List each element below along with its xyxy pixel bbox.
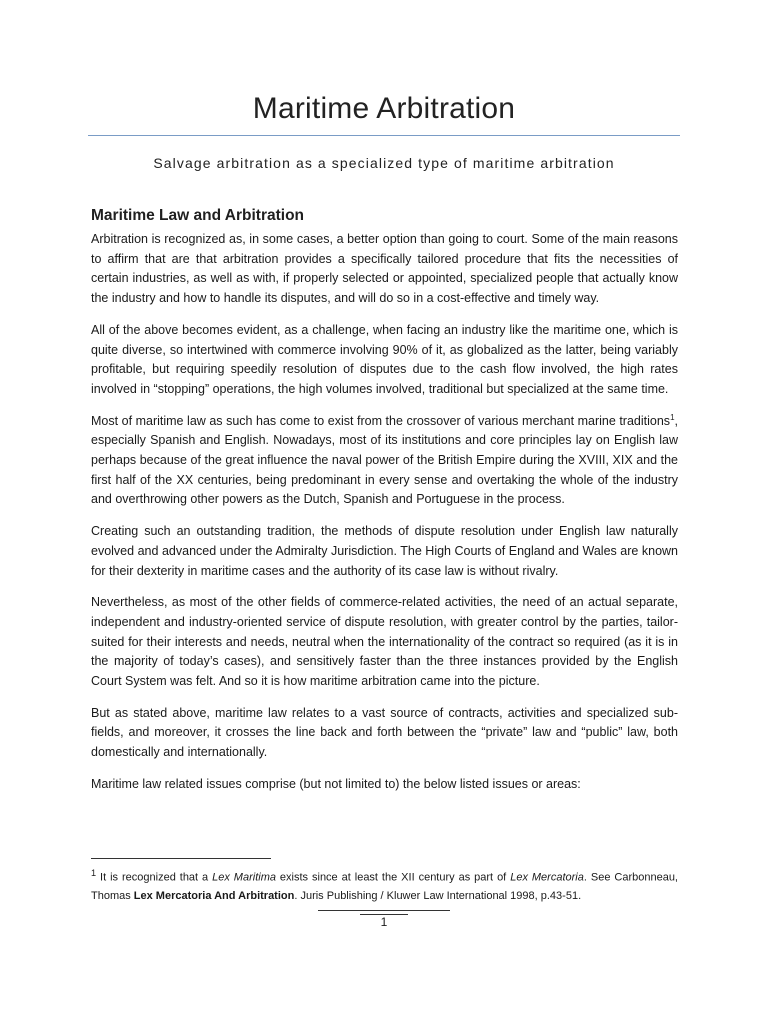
paragraph: Creating such an outstanding tradition, the methods of dispute resolution under English law naturally evolved and advanced under the Admiralty Jurisdiction. The High Courts of England and Wales are known for their dexterity in maritime cases and the authority of its case law is without rivalry. [91, 524, 678, 578]
paragraph: Nevertheless, as most of the other fields of commerce-related activities, the need of an actual separate, independent and industry-oriented service of dispute resolution, with greater control by the parties, tailor-suited for their interests and needs, neutral when the internationality of the contract so required (as it is in the majority of today’s cases), and sensitively faster than the three instances provided by the English Court System was felt. And so it is how maritime arbitration came into the picture. [91, 595, 678, 689]
document-title: Maritime Arbitration [252, 92, 516, 125]
footnote-text: It is recognized that a [96, 871, 213, 884]
document-subtitle: Salvage arbitration as a specialized type of maritime arbitration [153, 155, 615, 171]
paragraph-text: Most of maritime law as such has come to exist from the crossover of various merchant marine traditions [91, 413, 671, 428]
body-text [91, 230, 678, 807]
footnote-text: exists since at least the XII century as part of [275, 871, 511, 884]
paragraph-text: , especially Spanish and English. Nowadays, most of its institutions and core principles lay on English law perhaps because of the great influence the naval power of the British Empire during the XVIII, XIX and the first half of the XX centuries, being predominant in every sense and overtaking the whole of the industry and overthrowing other powers as the Dutch, Spanish and Portuguese in the process. [91, 413, 678, 507]
section-heading: Maritime Law and Arbitration [91, 207, 305, 224]
footnote-text: . Juris Publishing / Kluwer Law International 1998, p.43-51. [294, 889, 582, 902]
title-divider [88, 135, 680, 136]
page-number: 1 [380, 915, 388, 929]
paragraph [91, 412, 678, 511]
footnote-italic: Lex Mercatoria [510, 871, 584, 884]
footnote [91, 864, 678, 905]
paragraph: Maritime law related issues comprise (but not limited to) the below listed issues or areas: [91, 776, 581, 791]
footnote-bold: Lex Mercatoria And Arbitration [133, 889, 295, 902]
footnote-separator [91, 858, 271, 859]
footnote-marker: 1 [91, 868, 97, 878]
paragraph: All of the above becomes evident, as a challenge, when facing an industry like the maritime one, which is quite diverse, so intertwined with commerce involving 90% of it, as globalized as the latter, being variably profitable, but requiring speedily resolution of disputes due to the cash flow involved, the high rates involved in “stopping” operations, the high volumes involved, traditional but specialized at the same time. [91, 322, 678, 396]
paragraph: Arbitration is recognized as, in some cases, a better option than going to court. Some of the main reasons to affirm that are that arbitration provides a specifically tailored procedure that fits the necessities of certain industries, as well as with, if properly selected or appointed, specialized people that actually know the industry and how to handle its disputes, and will do so in a cost-effective and timely way. [91, 232, 678, 306]
footnote-italic: Lex Maritima [212, 871, 276, 884]
page-number-rule [318, 910, 450, 911]
footnote-text: . See Carbonneau, Thomas [91, 871, 678, 902]
footnote-reference[interactable]: 1 [670, 412, 675, 422]
paragraph: But as stated above, maritime law relates to a vast source of contracts, activities and specialized sub-fields, and moreover, it crosses the line back and forth between the “private” law and “public” law, both domestically and internationally. [91, 705, 678, 760]
